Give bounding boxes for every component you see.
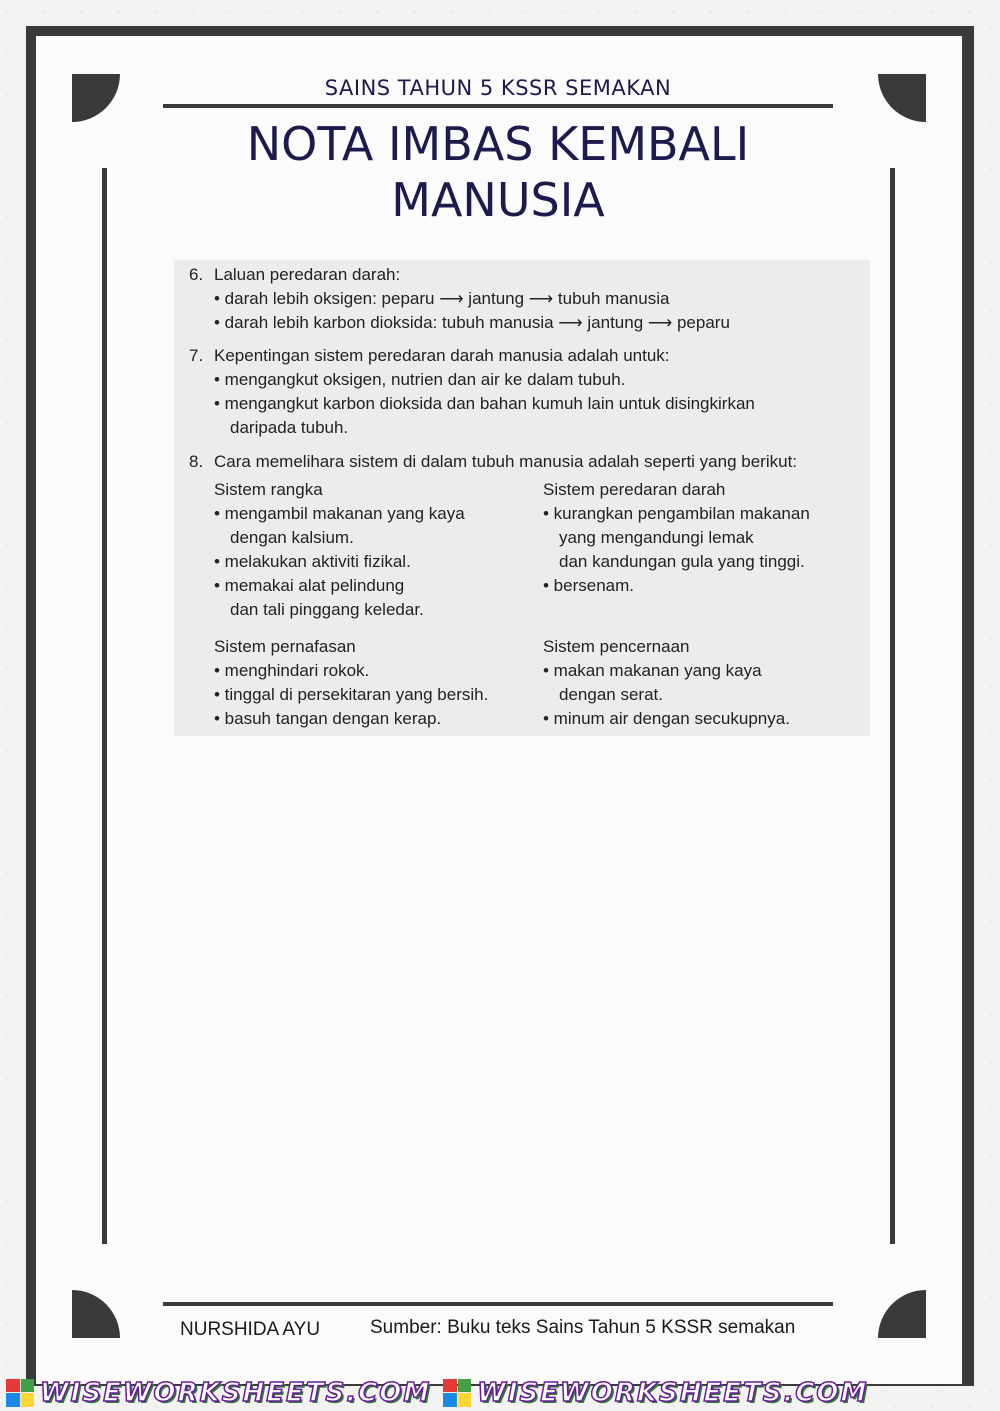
item-7-heading: Kepentingan sistem peredaran darah manusia adalah untuk: xyxy=(214,346,670,365)
footer-rule xyxy=(163,1302,833,1306)
watermark-1 xyxy=(6,1378,431,1408)
wiseworksheets-logo-icon xyxy=(443,1379,471,1407)
page-title xyxy=(163,116,833,228)
peredaran-line-2: yang mengandungi lemak xyxy=(559,528,754,547)
header-rule xyxy=(163,104,833,108)
notes-panel xyxy=(174,260,870,736)
page-subtitle: SAINS TAHUN 5 KSSR SEMAKAN xyxy=(324,76,672,100)
footer-author: NURSHIDA AYU xyxy=(180,1319,321,1340)
right-border-line xyxy=(890,168,895,1244)
left-border-line xyxy=(102,168,107,1244)
item-8-heading: Cara memelihara sistem di dalam tubuh manusia adalah seperti yang berikut: xyxy=(214,452,798,471)
item-7-bullet-1: • mengangkut oksigen, nutrien dan air ke dalam tubuh. xyxy=(214,370,626,389)
section-sistem-pernafasan-title: Sistem pernafasan xyxy=(214,637,356,656)
pencernaan-line-2: dengan serat. xyxy=(559,685,663,704)
title-line-2: MANUSIA xyxy=(391,173,605,227)
watermark-text: WISEWORKSHEETS.COM xyxy=(40,1377,432,1408)
item-7-number: 7. xyxy=(189,346,204,365)
watermark-text: WISEWORKSHEETS.COM xyxy=(477,1377,869,1408)
rangka-line-4: • memakai alat pelindung xyxy=(214,576,405,595)
rangka-line-5: dan tali pinggang keledar. xyxy=(230,600,424,619)
peredaran-line-4: • bersenam. xyxy=(543,576,634,595)
item-7-bullet-2-line-2: daripada tubuh. xyxy=(230,418,349,437)
pencernaan-line-3: • minum air dengan secukupnya. xyxy=(543,709,790,728)
section-sistem-rangka-title: Sistem rangka xyxy=(214,480,323,499)
title-line-1: NOTA IMBAS KEMBALI xyxy=(246,117,750,171)
section-sistem-pencernaan-title: Sistem pencernaan xyxy=(543,637,690,656)
item-6-number: 6. xyxy=(189,265,204,284)
peredaran-line-3: dan kandungan gula yang tinggi. xyxy=(559,552,805,571)
wiseworksheets-logo-icon xyxy=(6,1379,34,1407)
rangka-line-3: • melakukan aktiviti fizikal. xyxy=(214,552,411,571)
pernafasan-line-3: • basuh tangan dengan kerap. xyxy=(214,709,442,728)
item-6-bullet-1: • darah lebih oksigen: peparu ⟶ jantung ⟶ tubuh manusia xyxy=(214,289,670,308)
rangka-line-1: • mengambil makanan yang kaya xyxy=(214,504,465,523)
item-6-bullet-2: • darah lebih karbon dioksida: tubuh manusia ⟶ jantung ⟶ peparu xyxy=(214,313,730,332)
pernafasan-line-2: • tinggal di persekitaran yang bersih. xyxy=(214,685,489,704)
section-sistem-peredaran-title: Sistem peredaran darah xyxy=(543,480,726,499)
item-7-bullet-2-line-1: • mengangkut karbon dioksida dan bahan kumuh lain untuk disingkirkan xyxy=(214,394,755,413)
item-8-number: 8. xyxy=(189,452,204,471)
item-6-heading: Laluan peredaran darah: xyxy=(214,265,401,284)
pernafasan-line-1: • menghindari rokok. xyxy=(214,661,370,680)
peredaran-line-1: • kurangkan pengambilan makanan xyxy=(543,504,810,523)
footer-source: Sumber: Buku teks Sains Tahun 5 KSSR semakan xyxy=(370,1317,796,1338)
pencernaan-line-1: • makan makanan yang kaya xyxy=(543,661,762,680)
watermark-2 xyxy=(443,1378,868,1408)
watermark-bar xyxy=(0,1374,1000,1411)
rangka-line-2: dengan kalsium. xyxy=(230,528,354,547)
